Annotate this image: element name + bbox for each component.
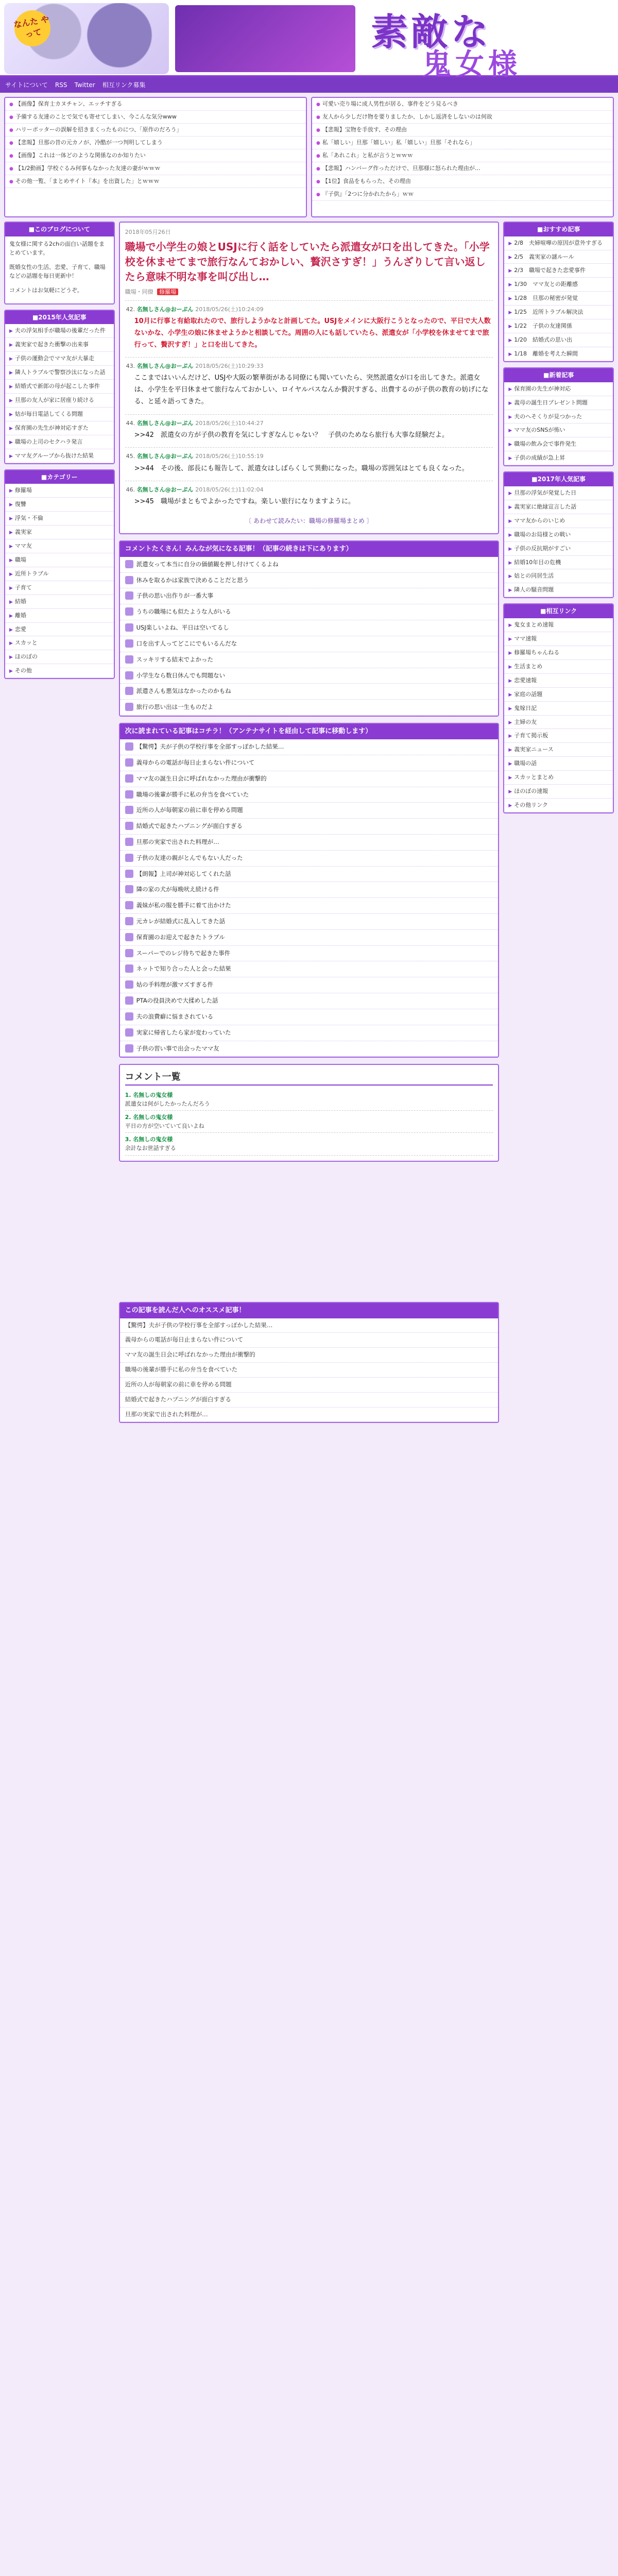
link-item[interactable]: ▶ 子育て掲示板 [504,729,613,743]
category-item[interactable]: ▶ 子育て [5,581,114,595]
link-item[interactable]: ▶ ママ速報 [504,632,613,646]
popular-item[interactable]: ▶ 子供の反抗期がすごい [504,542,613,556]
other-article-item[interactable] [120,961,499,977]
thumbnail-icon [125,742,133,751]
response-header [126,419,492,428]
reader-comment-item-text: スッキリする結末でよかった [136,655,214,663]
response [125,414,493,448]
reco-list [504,236,613,361]
thumbnail-icon [125,822,133,830]
popular-item[interactable]: ▶ 職場のお局様との戦い [504,528,613,542]
reco-box [503,222,614,362]
thumbnail-icon [125,854,133,862]
other-article-item[interactable] [120,787,499,803]
category-list [5,484,114,678]
footer-feature-item[interactable]: 職場の後輩が勝手に私の弁当を食べていた [120,1363,499,1378]
reader-comments-list [120,557,499,716]
footer-feature-item[interactable]: 義母からの電話が毎日止まらない件について [120,1333,499,1348]
other-article-item[interactable] [120,930,499,946]
comment-author: 3. 名無しの鬼女様 [125,1136,173,1143]
link-item[interactable]: ▶ 恋愛速報 [504,674,613,688]
thumbnail-icon [125,1044,133,1053]
thumbnail-icon [125,560,133,568]
response-date: 2018/05/26(土)10:29:33 [195,363,264,370]
reader-comment-item-text: 小学生なら数日休んでも問題ない [136,671,226,679]
reader-comment-item-text: 派遣さんも悪気はなかったのかもね [136,687,231,695]
ranking-item[interactable]: ▶ 旦那の友人が家に居座り続ける [5,394,114,408]
response-header [126,305,492,314]
top-right-item[interactable]: ● 可愛い売り場に成人男性が居る、事件をどう見るべき [312,98,613,111]
other-article-item-text: 保育園のお迎えで起きたトラブル [136,933,225,941]
response-body: >>42 派遣女の方が子供の教育を気にしすぎなんじゃない？ 子供のためなら旅行も大事な経験だよ。 [134,431,449,439]
other-article-item-text: 近所の人が毎朝家の前に車を停める問題 [136,806,243,814]
other-articles-title: 次に読まれている記事はコチラ！（アンテナサイトを経由して記事に移動します） [120,724,499,739]
response-date: 2018/05/26(土)11:02:04 [195,486,264,494]
response-number: 43. [126,363,137,370]
reader-comment-item-text: 子供の思い出作りが一番大事 [136,592,214,600]
reader-comment-item[interactable] [120,684,499,700]
other-article-item[interactable] [120,1025,499,1041]
other-article-item-text: 元カレが結婚式に乱入してきた話 [136,918,226,925]
popular-title: ■2017年人気記事 [504,472,613,486]
response-date: 2018/05/26(土)10:44:27 [195,419,264,427]
other-article-item-text: 実家に帰省したら家が変わっていた [136,1028,231,1036]
other-article-item[interactable] [120,993,499,1009]
response-number: 42. [126,306,137,313]
ranking-list [5,324,114,463]
category-item[interactable]: ▶ スカッと [5,636,114,650]
other-article-item[interactable] [120,771,499,787]
mascot-badge: なんた やって [11,7,53,49]
reader-comment-item-text: 口を出す人ってどこにでもいるんだな [136,639,237,647]
category-item[interactable]: ▶ 結婚 [5,595,114,609]
response-date: 2018/05/26(土)10:55:19 [195,453,264,460]
other-article-item-text: スーパーでのレジ待ちで起きた事件 [136,949,231,957]
mascot-illustration [4,3,169,74]
reader-comment-item[interactable] [120,668,499,684]
thumbnail-icon [125,790,133,799]
intro-paragraph: 鬼女様に関する2chの面白い話題をまとめています。 [9,240,105,257]
response-body: ここまではいいんだけど、USJや大阪の繁華街がある同僚にも聞いていたら、突然派遣女が口を出してきた。派遣女は、小学生を平日休ませて旅行なんておかしい、ロイヤルパスなんか贅沢すぎる、出費するのが子供の教育の妨げになる、と延々語ってきた。 [134,374,489,405]
intro-paragraph: コメントはお気軽にどうぞ。 [9,286,83,294]
popular-item[interactable]: ▶ 隣人の騒音問題 [504,583,613,597]
response-body: 10月に行事と有給取れたので、旅行しようかなと計画してた。USJをメインに大阪行こうとなったので、平日で大人数ないかな、小学生の娘に休ませようかと相談してた。周囲の人にも話していたら、派遣女が「小学校を休ませてまで旅行って、贅沢すぎ！」と口を出してきた。 [134,317,491,349]
new-title: ■新着記事 [504,368,613,382]
thumbnail-icon [125,964,133,973]
article-title: 職場で小学生の娘とUSJに行く話をしていたら派遣女が口を出してきた。「小学校を休ませてまで旅行なんておかしい、贅沢さすぎ！」うんざりして言い返したら意味不明な事を叫び出し… [125,241,490,283]
site-logo[interactable] [360,2,613,81]
ranking-item[interactable]: ▶ 子供の運動会でママ友が大暴走 [5,352,114,366]
top-widgets [0,93,618,222]
ranking-item[interactable]: ▶ 夫の浮気相手が職場の後輩だった件 [5,324,114,338]
response [125,481,493,514]
other-article-item[interactable] [120,851,499,867]
thumbnail-icon [125,885,133,893]
other-article-item[interactable] [120,914,499,930]
reader-comment-item[interactable] [120,588,499,604]
comment-item [125,1133,493,1155]
popular-item[interactable]: ▶ 結婚10年目の危機 [504,556,613,570]
thumbnail-icon [125,838,133,846]
intro-box [4,222,115,304]
article-date: 2018年05月26日 [125,229,171,235]
spacer [119,1168,500,1302]
response [125,447,493,481]
footer-feature-item[interactable]: 【驚愕】夫が子供の学校行事を全部すっぽかした結果… [120,1318,499,1333]
new-list [504,382,613,466]
category-item[interactable]: ▶ 職場 [5,553,114,567]
top-left-item[interactable]: ● 【画像】これは一体どのような関係なのか知りたい [5,149,306,162]
category-item[interactable]: ▶ ママ友 [5,539,114,553]
link-item[interactable]: ▶ 生活まとめ [504,660,613,674]
nav-rss[interactable]: RSS [55,81,67,89]
comment-list-title: コメント一覧 [125,1070,493,1086]
thumbnail-icon [125,806,133,814]
footer-feature-item[interactable]: 結婚式で起きたハプニングが面白すぎる [120,1393,499,1408]
reco-item[interactable]: ▶ 1/20 結婚式の思い出 [504,333,613,347]
reco-item[interactable]: ▶ 1/28 旦那の秘密が発覚 [504,292,613,306]
reader-comment-item[interactable] [120,557,499,573]
response-header [126,362,492,370]
thumbnail-icon [125,671,133,680]
top-right-item[interactable]: ● 私「あれこれ」と私が言うとｗｗｗ [312,149,613,162]
category-item[interactable]: ▶ その他 [5,664,114,678]
thumbnail-icon [125,933,133,941]
reader-comment-item-text: 休みを取るかは家族で決めることだと思う [136,576,249,584]
response-header [126,485,492,494]
popular-list [504,486,613,598]
response-date: 2018/05/26(土)10:24:09 [195,306,264,313]
footer-feature-item[interactable]: 近所の人が毎朝家の前に車を停める問題 [120,1378,499,1393]
other-article-item[interactable] [120,898,499,914]
reader-comment-item-text: 派遣女って本当に自分の価値観を押し付けてくるよね [136,560,279,568]
thumbnail-icon [125,996,133,1005]
thumbnail-icon [125,623,133,632]
main-content [119,222,500,1429]
ranking-item[interactable]: ▶ 保育園の先生が神対応すぎた [5,421,114,435]
category-item[interactable]: ▶ 恋愛 [5,623,114,637]
link-item[interactable]: ▶ 修羅場ちゃんねる [504,646,613,660]
top-left-list [5,98,306,188]
response-name: 名無しさん@おーぷん [136,419,196,427]
site-header [0,0,618,81]
other-article-item-text: 隣の家の犬が毎晩吠え続ける件 [136,886,219,893]
popular-box [503,471,614,598]
other-article-item[interactable] [120,835,499,851]
other-article-item-text: 義母からの電話が毎日止まらない件について [136,758,255,766]
nav-about[interactable]: サイトについて [5,81,48,89]
other-article-item-text: 義妹が私の服を勝手に着て出かけた [136,902,231,909]
link-item[interactable]: ▶ 主婦の友 [504,716,613,730]
comment-author: 1. 名無しの鬼女様 [125,1092,173,1099]
other-article-item-text: 職場の後輩が勝手に私の弁当を食べていた [136,790,249,798]
response [125,300,493,357]
thumbnail-icon [125,576,133,584]
category-item[interactable]: ▶ ほのぼの [5,650,114,664]
nav-link-request[interactable]: 相互リンク募集 [102,81,146,89]
top-right-list [312,98,613,201]
response-number: 46. [126,486,137,494]
other-article-item-text: ネットで知り合った人と会った結果 [136,965,231,973]
ranking-title: ■2015年人気記事 [5,311,114,325]
reco-item[interactable]: ▶ 2/8 夫婦喧嘩の原因が意外すぎる [504,236,613,250]
content-columns [0,222,618,1429]
other-article-item-text: 姑の手料理が激マズすぎる件 [136,981,214,989]
thumbnail-icon [125,949,133,957]
other-article-item[interactable] [120,1041,499,1057]
category-item[interactable]: ▶ 義実家 [5,526,114,539]
other-article-item-text: 夫の浪費癖に悩まされている [136,1012,214,1020]
category-item[interactable]: ▶ 浮気・不倫 [5,512,114,526]
reader-comment-item-text: 旅行の思い出は一生ものだよ [136,703,214,711]
comment-text: 余計なお世話すぎる [125,1145,176,1152]
reader-comment-item-text: USJ楽しいよね、平日は空いてるし [136,624,229,632]
nav-bar [0,77,618,93]
link-item[interactable]: ▶ その他リンク [504,799,613,812]
comment-list [119,1064,500,1161]
reader-comment-item[interactable] [120,604,499,620]
popular-item[interactable]: ▶ ママ友からのいじめ [504,514,613,528]
comment-author: 2. 名無しの鬼女様 [125,1114,173,1121]
other-article-item[interactable] [120,882,499,898]
other-article-item[interactable] [120,946,499,962]
thumbnail-icon [125,917,133,925]
comment-text: 平日の方が空いていて良いよね [125,1123,204,1130]
other-article-item[interactable] [120,819,499,835]
top-left-item[interactable]: ● ハリーポッターの誤解を招きまくったものにつ、「原作のだろう」 [5,124,306,137]
footer-feature-item[interactable]: ママ友の誕生日会に呼ばれなかった理由が衝撃的 [120,1348,499,1363]
popular-item[interactable]: ▶ 旦那の浮気が発覚した日 [504,486,613,500]
other-article-item[interactable] [120,977,499,993]
links-title: ■相互リンク [504,604,613,618]
thumbnail-icon [125,607,133,616]
reader-comment-item-text: うちの職場にも似たような人がいる [136,608,231,616]
reco-item[interactable]: ▶ 2/5 義実家の謎ルール [504,250,613,264]
other-article-item-text: 子供の友達の親がとんでもない人だった [136,854,243,861]
other-article-item[interactable] [120,867,499,883]
reader-comment-item[interactable] [120,700,499,716]
nav-twitter[interactable]: Twitter [74,81,95,89]
category-item[interactable]: ▶ 復讐 [5,498,114,512]
top-right-item[interactable]: ● 【悲報】宝物を手放す、その理由 [312,124,613,137]
reco-item[interactable]: ▶ 1/25 近所トラブル解決法 [504,306,613,319]
reco-item[interactable]: ▶ 1/18 離婚を考えた瞬間 [504,347,613,361]
thumbnail-icon [125,901,133,909]
popular-item[interactable]: ▶ 姑との同居生活 [504,569,613,583]
left-sidebar [4,222,115,1429]
response-body: >>44 その後、部長にも報告して、派遣女はしばらくして異動になった。職場の雰囲気はとても良くなった。 [134,464,469,472]
response-number: 44. [126,419,137,427]
reader-comments-box [119,540,500,717]
reader-comment-item[interactable] [120,620,499,636]
thumbnail-icon [125,758,133,767]
comment-item [125,1111,493,1133]
other-articles-list [120,739,499,1057]
right-sidebar [503,222,614,1429]
top-right-item[interactable]: ● 【悲報】ハンバーグ作っただけで、旦那様に怒られた理由が… [312,162,613,175]
response-body: >>45 職場がまともでよかったですね。楽しい旅行になりますように。 [134,498,355,506]
top-left-item[interactable]: ● 予備する友達のことで気でも寄せてしまい、今こんな気分www [5,111,306,124]
response [125,357,493,414]
thumbnail-icon [125,591,133,600]
comment-list-items [125,1089,493,1155]
new-box [503,367,614,466]
reader-comment-item[interactable] [120,652,499,668]
top-left-widget [4,97,307,217]
ranking-item[interactable]: ▶ 隣人トラブルで警察沙汰になった話 [5,366,114,380]
category-box [4,469,115,680]
ranking-item[interactable]: ▶ ママ友グループから抜けた結果 [5,449,114,463]
category-item[interactable]: ▶ 離婚 [5,609,114,623]
response-name: 名無しさん@おーぷん [136,453,196,460]
top-left-item[interactable]: ● 【1/2動画】学校ぐるみ何事もなかった友達の妻がｗｗｗ [5,162,306,175]
link-item[interactable]: ▶ 職場の話 [504,757,613,771]
reco-item[interactable]: ▶ 1/22 子供の友達関係 [504,319,613,333]
reader-comment-item[interactable] [120,636,499,652]
thumbnail-icon [125,687,133,695]
top-right-item[interactable]: ● 友人から少しだけ物を要りましたか、しかし返済をしないのは何故 [312,111,613,124]
reader-comments-title: コメントたくさん！みんなが気になる記事！（記事の続きは下にあります） [120,541,499,557]
footer-feature-box [119,1302,500,1423]
ranking-box [4,310,115,464]
other-articles-box [119,723,500,1058]
links-box [503,603,614,814]
link-item[interactable]: ▶ 義実家ニュース [504,743,613,757]
other-article-item[interactable] [120,739,499,755]
thumbnail-icon [125,870,133,878]
other-article-item-text: ママ友の誕生日会に呼ばれなかった理由が衝撃的 [136,774,267,782]
intro-paragraph: 既婚女性の生活、恋愛、子育て、職場などの話題を毎日更新中！ [9,263,106,280]
footer-feature-item[interactable]: 旦那の実家で出された料理が… [120,1408,499,1422]
ranking-item[interactable]: ▶ 義実家で起きた衝撃の出来事 [5,338,114,352]
ranking-item[interactable]: ▶ 姑が毎日電話してくる問題 [5,408,114,421]
link-item[interactable]: ▶ 家庭の話題 [504,688,613,702]
thumbnail-icon [125,655,133,664]
other-article-item-text: 【朗報】上司が神対応してくれた話 [136,870,231,877]
reco-title: ■おすすめ記事 [504,223,613,236]
response-name: 名無しさん@おーぷん [136,306,196,313]
new-item[interactable]: ▶ 保育園の先生が神対応 [504,382,613,396]
top-left-item[interactable]: ● 【画像】保育士カヌチャン、エッチすぎる [5,98,306,111]
ranking-item[interactable]: ▶ 職場の上司のセクハラ発言 [5,435,114,449]
links-list [504,618,613,812]
ranking-item[interactable]: ▶ 結婚式で新郎の母が起こした事件 [5,380,114,394]
thumbnail-icon [125,703,133,711]
new-item[interactable]: ▶ 義母の誕生日プレゼント問題 [504,396,613,410]
link-item[interactable]: ▶ 鬼女まとめ速報 [504,618,613,632]
comment-item [125,1089,493,1111]
other-article-item-text: 旦那の実家で出された料理が… [136,838,219,845]
other-article-item[interactable] [120,803,499,819]
other-article-item[interactable] [120,755,499,771]
logo-title: 素敵な [371,10,492,54]
new-item[interactable]: ▶ 職場の飲み会で事件発生 [504,437,613,451]
intro-text [5,236,114,303]
link-item[interactable]: ▶ 鬼嫁日記 [504,702,613,716]
popular-item[interactable]: ▶ 義実家に絶縁宣言した話 [504,500,613,514]
other-article-item-text: 子供の習い事で出会ったママ友 [136,1044,219,1052]
thumbnail-icon [125,639,133,648]
thumbnail-icon [125,774,133,783]
reco-item[interactable]: ▶ 1/30 ママ友との距離感 [504,278,613,292]
category-title: ■カテゴリー [5,470,114,484]
intro-title: ■このブログについて [5,223,114,236]
reader-comment-item[interactable] [120,573,499,589]
response-number: 45. [126,453,137,460]
top-right-item[interactable]: ● 【1位】食品をもらった、その理由 [312,175,613,188]
category-item[interactable]: ▶ 近所トラブル [5,567,114,581]
response-name: 名無しさん@おーぷん [136,363,196,370]
top-right-widget [311,97,614,217]
footer-feature-title: この記事を読んだ人へのオススメ記事！ [120,1303,499,1318]
new-item[interactable]: ▶ ママ友のSNSが怖い [504,423,613,437]
header-banner[interactable] [175,5,355,72]
article-tag[interactable]: 修羅場 [157,289,178,295]
top-left-item[interactable]: ● その他一覧、「まとめサイト『本』を出資した」とｗｗｗ [5,175,306,188]
category-item[interactable]: ▶ 修羅場 [5,484,114,498]
top-left-item[interactable]: ● 【悲報】旦那の昔の元カノが、冷酷が一つ判明してしまう [5,137,306,149]
thumbnail-icon [125,1012,133,1021]
logo-subtitle: 鬼女様 [422,47,521,81]
response-header [126,452,492,461]
article [119,222,500,534]
thumbnail-icon [125,1028,133,1037]
reco-item[interactable]: ▶ 2/3 職場で起きた恋愛事件 [504,264,613,278]
comment-text: 派遣女は何がしたかったんだろう [125,1100,210,1108]
response-list [125,300,493,514]
link-item[interactable]: ▶ ほのぼの速報 [504,785,613,799]
thumbnail-icon [125,980,133,989]
new-item[interactable]: ▶ 子供の成績が急上昇 [504,451,613,465]
top-right-item[interactable]: ● 私「嬉しい」旦那「嬉しい」私「嬉しい」旦那「それなら」 [312,137,613,149]
new-item[interactable]: ▶ 夫のへそくりが見つかった [504,410,613,424]
related-inline-link[interactable]: 〔 あわせて読みたい：職場の修羅場まとめ 〕 [245,517,373,525]
other-article-item-text: 結婚式で起きたハプニングが面白すぎる [136,822,243,830]
other-article-item-text: 【驚愕】夫が子供の学校行事を全部すっぽかした結果… [136,743,284,751]
article-category[interactable]: 職場・同僚 [125,289,153,296]
other-article-item[interactable] [120,1009,499,1025]
top-right-item[interactable]: ● 『子供』「2つに分かれたから」ｗｗ [312,188,613,201]
footer-feature-list [120,1318,499,1422]
article-meta [125,287,493,296]
link-item[interactable]: ▶ スカッとまとめ [504,771,613,785]
response-name: 名無しさん@おーぷん [136,486,196,494]
other-article-item-text: PTAの役員決めで大揉めした話 [136,997,218,1005]
